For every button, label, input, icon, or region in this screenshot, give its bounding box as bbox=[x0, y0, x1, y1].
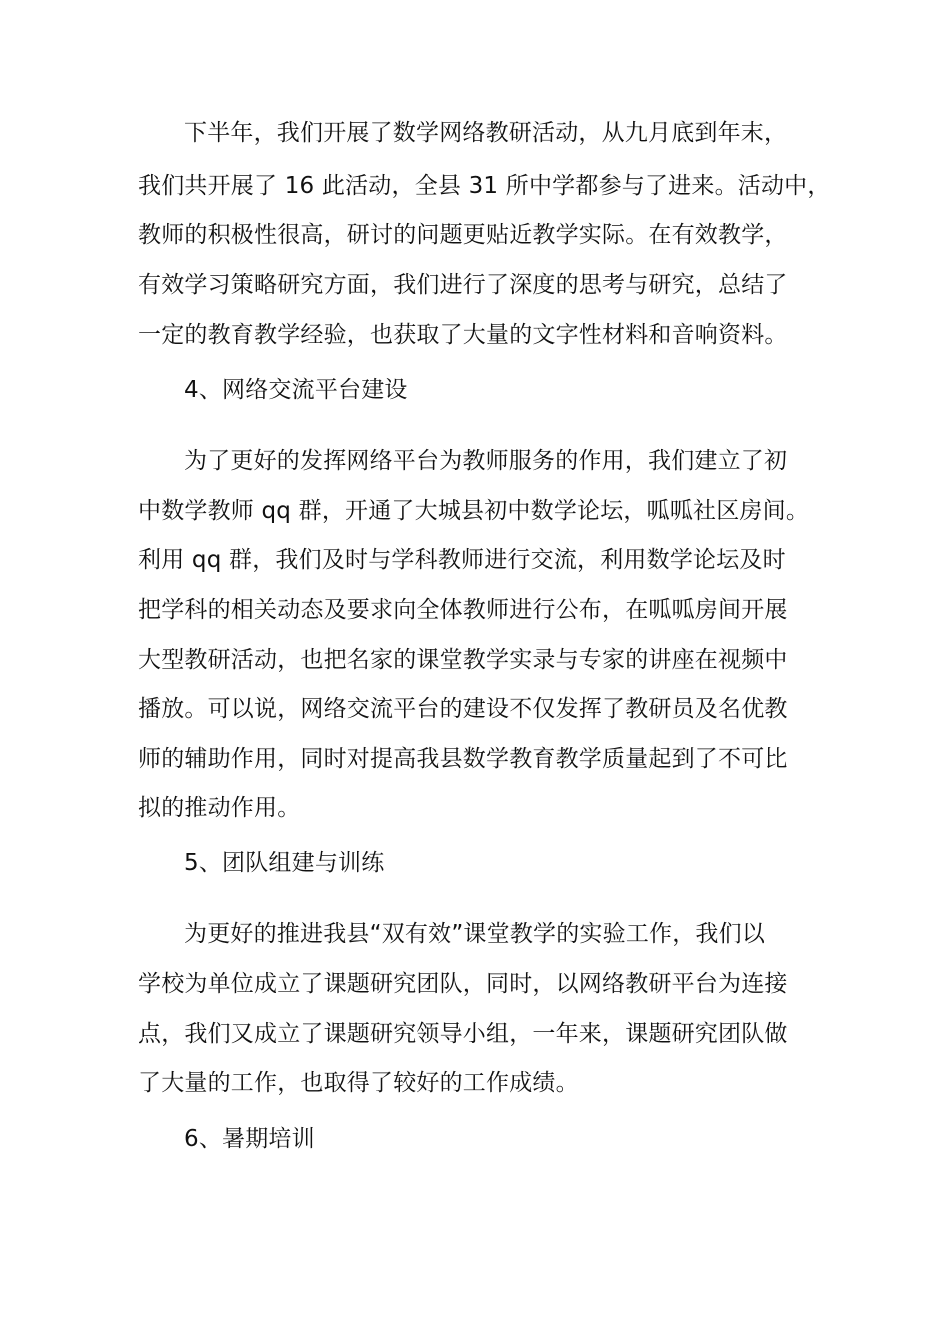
paragraph-line: 拟的推动作用。 bbox=[138, 795, 301, 821]
paragraph-line: 下半年，我们开展了数学网络教研活动，从九月底到年末， bbox=[184, 120, 788, 146]
paragraph-line: 大型教研活动，也把名家的课堂教学实录与专家的讲座在视频中 bbox=[138, 647, 788, 673]
paragraph-line: 利用 qq 群，我们及时与学科教师进行交流，利用数学论坛及时 bbox=[138, 547, 786, 573]
paragraph-line: 教师的积极性很高，研讨的问题更贴近教学实际。在有效教学， bbox=[138, 222, 788, 248]
paragraph-line: 了大量的工作，也取得了较好的工作成绩。 bbox=[138, 1070, 579, 1096]
paragraph-line: 播放。可以说，网络交流平台的建设不仅发挥了教研员及名优教 bbox=[138, 696, 788, 722]
paragraph-line: 一定的教育教学经验，也获取了大量的文字性材料和音响资料。 bbox=[138, 322, 788, 348]
paragraph-line: 我们共开展了 16 此活动，全县 31 所中学都参与了进来。活动中， bbox=[138, 173, 831, 199]
paragraph-line: 点，我们又成立了课题研究领导小组，一年来，课题研究团队做 bbox=[138, 1021, 788, 1047]
section-heading-4: 4、网络交流平台建设 bbox=[184, 377, 408, 403]
paragraph-line: 为更好的推进我县“双有效”课堂教学的实验工作，我们以 bbox=[184, 921, 766, 947]
paragraph-line: 为了更好的发挥网络平台为教师服务的作用，我们建立了初 bbox=[184, 448, 788, 474]
paragraph-line: 把学科的相关动态及要求向全体教师进行公布，在呱呱房间开展 bbox=[138, 597, 788, 623]
section-heading-5: 5、团队组建与训练 bbox=[184, 850, 385, 876]
paragraph-line: 师的辅助作用，同时对提高我县数学教育教学质量起到了不可比 bbox=[138, 746, 788, 772]
section-heading-6: 6、暑期培训 bbox=[184, 1126, 315, 1152]
paragraph-line: 有效学习策略研究方面，我们进行了深度的思考与研究，总结了 bbox=[138, 272, 788, 298]
paragraph-line: 中数学教师 qq 群，开通了大城县初中数学论坛，呱呱社区房间。 bbox=[138, 498, 810, 524]
paragraph-line: 学校为单位成立了课题研究团队，同时，以网络教研平台为连接 bbox=[138, 971, 788, 997]
